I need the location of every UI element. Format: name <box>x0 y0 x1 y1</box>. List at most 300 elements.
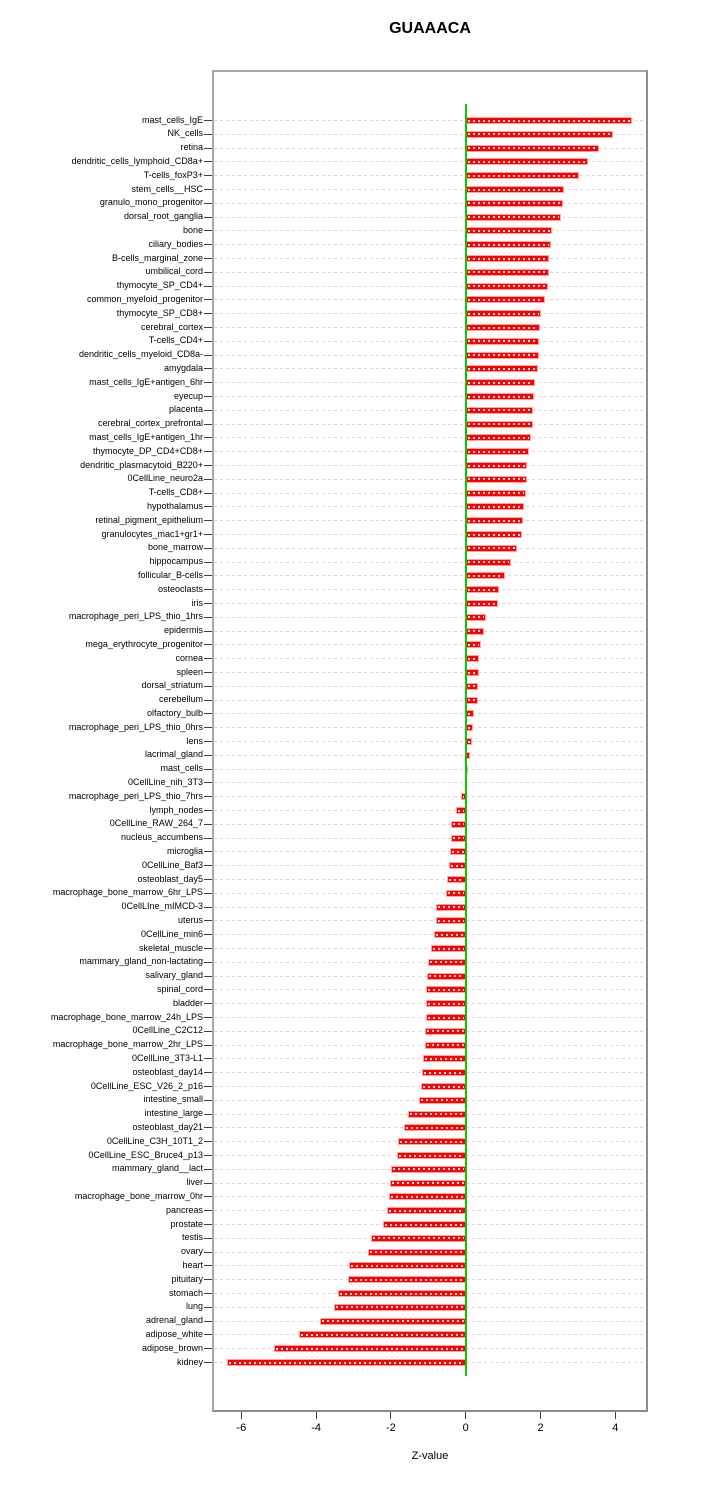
y-tick <box>204 575 212 576</box>
bar-dash-pattern <box>468 589 497 591</box>
x-tick <box>465 1412 466 1419</box>
bar-dash-pattern <box>391 1196 463 1198</box>
bar <box>466 352 539 359</box>
bar-dash-pattern <box>453 823 464 825</box>
category-label: osteoblast_day5 <box>137 873 203 884</box>
category-label: nucleus_accumbens <box>120 832 203 843</box>
bar-dash-pattern <box>229 1362 464 1364</box>
category-label: eyecup <box>173 390 203 401</box>
category-label: macrophage_peri_LPS_thio_0hrs <box>68 721 203 732</box>
y-tick <box>204 879 212 880</box>
gridline <box>214 672 646 673</box>
y-tick <box>204 1238 212 1239</box>
y-tick <box>204 1293 212 1294</box>
bar-dash-pattern <box>351 1265 464 1267</box>
bar-dash-pattern <box>322 1320 464 1322</box>
bar <box>383 1221 466 1228</box>
bar <box>466 683 479 690</box>
y-tick <box>204 1127 212 1128</box>
category-label: mammary_gland__lact <box>111 1163 203 1174</box>
bar <box>466 559 511 566</box>
bar-dash-pattern <box>452 851 464 853</box>
bar <box>450 848 466 855</box>
category-label: ciliary_bodies <box>148 238 203 249</box>
y-tick <box>204 410 212 411</box>
bar-dash-pattern <box>425 1058 464 1060</box>
category-label: heart <box>182 1259 203 1270</box>
y-tick <box>204 893 212 894</box>
gridline <box>214 520 646 521</box>
bar-dash-pattern <box>468 727 471 729</box>
category-label: macrophage_peri_LPS_thio_7hrs <box>68 790 203 801</box>
bar-dash-pattern <box>468 271 547 273</box>
x-tick-label: -4 <box>311 1422 321 1434</box>
category-label: B-cells_marginal_zone <box>111 252 203 263</box>
bar-dash-pattern <box>468 313 540 315</box>
category-label: mast_cells <box>160 763 203 774</box>
bar <box>466 227 552 234</box>
y-tick <box>204 1058 212 1059</box>
bar <box>421 1083 466 1090</box>
category-label: adipose_white <box>145 1328 203 1339</box>
bar <box>338 1290 466 1297</box>
y-tick <box>204 589 212 590</box>
category-label: 0CellLine_RAW_264_7 <box>109 818 203 829</box>
x-tick <box>241 1412 242 1419</box>
bar <box>466 131 613 138</box>
bar <box>466 172 580 179</box>
y-tick <box>204 962 212 963</box>
x-tick <box>615 1412 616 1419</box>
y-tick <box>204 534 212 535</box>
bar-dash-pattern <box>468 520 521 522</box>
bar <box>466 531 522 538</box>
bar-dash-pattern <box>468 603 496 605</box>
bar <box>451 835 466 842</box>
gridline <box>214 782 646 783</box>
category-label: ovary <box>180 1246 203 1257</box>
category-label: common_myeloid_progenitor <box>86 293 203 304</box>
bar-dash-pattern <box>468 368 536 370</box>
gridline <box>214 479 646 480</box>
bar-dash-pattern <box>468 616 485 618</box>
y-tick <box>204 1224 212 1225</box>
bar-dash-pattern <box>449 879 464 881</box>
category-label: adrenal_gland <box>145 1315 203 1326</box>
y-tick <box>204 1100 212 1101</box>
bar <box>466 407 534 414</box>
x-tick-label: 4 <box>612 1422 619 1434</box>
bar-dash-pattern <box>468 133 611 135</box>
bar <box>371 1235 466 1242</box>
bar-dash-pattern <box>468 244 549 246</box>
category-label: T-cells_CD4+ <box>148 335 203 346</box>
bar-dash-pattern <box>427 1030 463 1032</box>
category-label: cerebellum <box>158 694 203 705</box>
category-label: cornea <box>175 652 203 663</box>
bar-dash-pattern <box>424 1072 464 1074</box>
category-label: 0CellLine_3T3-L1 <box>131 1052 203 1063</box>
y-tick <box>204 1114 212 1115</box>
y-tick <box>204 1141 212 1142</box>
y-tick <box>204 713 212 714</box>
bar-dash-pattern <box>468 396 532 398</box>
bar-dash-pattern <box>468 672 477 674</box>
category-label: stomach <box>168 1287 203 1298</box>
bar-dash-pattern <box>468 547 515 549</box>
bar <box>466 586 499 593</box>
category-label: retina <box>180 142 203 153</box>
bar-dash-pattern <box>429 975 464 977</box>
x-tick-label: -6 <box>236 1422 247 1434</box>
y-tick <box>204 948 212 949</box>
bar-dash-pattern <box>468 492 525 494</box>
category-label: spleen <box>176 666 203 677</box>
y-tick <box>204 865 212 866</box>
y-tick <box>204 520 212 521</box>
y-tick <box>204 686 212 687</box>
y-tick <box>204 1086 212 1087</box>
bar-dash-pattern <box>370 1251 464 1253</box>
bar <box>434 931 465 938</box>
gridline <box>214 299 646 300</box>
category-label: liver <box>186 1177 203 1188</box>
bar-dash-pattern <box>421 1099 464 1101</box>
gridline <box>214 700 646 701</box>
category-label: placenta <box>168 404 203 415</box>
category-label: spinal_cord <box>156 983 203 994</box>
bar-dash-pattern <box>438 906 464 908</box>
bar-dash-pattern <box>468 506 522 508</box>
category-label: macrophage_bone_marrow_2hr_LPS <box>52 1039 203 1050</box>
bar <box>466 365 538 372</box>
bar-dash-pattern <box>468 202 562 204</box>
gridline <box>214 824 646 825</box>
y-tick <box>204 727 212 728</box>
bar <box>446 890 466 897</box>
bar <box>466 545 517 552</box>
gridline <box>214 920 646 921</box>
y-tick <box>204 824 212 825</box>
category-label: 0CellLine_C2C12 <box>132 1025 203 1036</box>
y-tick <box>204 203 212 204</box>
bar-dash-pattern <box>468 437 529 439</box>
bar <box>426 1000 466 1007</box>
category-label: dorsal_striatum <box>141 680 203 691</box>
gridline <box>214 410 646 411</box>
bar <box>334 1304 466 1311</box>
bar-dash-pattern <box>468 175 578 177</box>
bar <box>368 1249 466 1256</box>
y-tick <box>204 1252 212 1253</box>
x-tick <box>540 1412 541 1419</box>
y-tick <box>204 1017 212 1018</box>
y-tick <box>204 672 212 673</box>
y-tick <box>204 934 212 935</box>
category-label: pituitary <box>171 1273 203 1284</box>
y-tick <box>204 244 212 245</box>
bar-dash-pattern <box>468 561 509 563</box>
bar-dash-pattern <box>276 1348 464 1350</box>
gridline <box>214 741 646 742</box>
category-label: pancreas <box>165 1204 203 1215</box>
gridline <box>214 396 646 397</box>
bar <box>447 876 466 883</box>
y-tick <box>204 506 212 507</box>
gridline <box>214 879 646 880</box>
bar-dash-pattern <box>468 340 538 342</box>
bar-dash-pattern <box>393 1168 464 1170</box>
bar <box>466 324 541 331</box>
category-label: hippocampus <box>149 556 203 567</box>
gridline <box>214 368 646 369</box>
gridline <box>214 355 646 356</box>
bar <box>466 379 535 386</box>
bar <box>426 986 465 993</box>
category-label: granulocytes_mac1+gr1+ <box>101 528 203 539</box>
bar-dash-pattern <box>468 465 525 467</box>
bar-dash-pattern <box>373 1237 464 1239</box>
category-label: epidermis <box>163 625 203 636</box>
bar <box>466 145 600 152</box>
y-tick <box>204 230 212 231</box>
gridline <box>214 686 646 687</box>
y-tick <box>204 1210 212 1211</box>
bar <box>390 1180 466 1187</box>
bar <box>466 200 564 207</box>
y-tick <box>204 1183 212 1184</box>
category-label: 0CellLIne_mIMCD-3 <box>121 901 203 912</box>
gridline <box>214 203 646 204</box>
x-axis-label: Z-value <box>411 1450 449 1462</box>
gridline <box>214 327 646 328</box>
bar <box>466 338 540 345</box>
bar-dash-pattern <box>468 216 559 218</box>
y-tick <box>204 1334 212 1335</box>
category-label: T-cells_foxP3+ <box>143 169 203 180</box>
bar-dash-pattern <box>468 658 477 660</box>
gridline <box>214 713 646 714</box>
y-tick <box>204 327 212 328</box>
bar <box>449 862 465 869</box>
bar <box>466 572 505 579</box>
y-tick <box>204 175 212 176</box>
gridline <box>214 575 646 576</box>
y-tick <box>204 1031 212 1032</box>
bar <box>408 1111 465 1118</box>
y-tick <box>204 382 212 383</box>
bar-dash-pattern <box>468 575 503 577</box>
y-tick <box>204 424 212 425</box>
y-tick <box>204 658 212 659</box>
category-label: salivary_gland <box>145 970 203 981</box>
bar <box>466 214 561 221</box>
category-label: uterus <box>177 914 203 925</box>
bar <box>466 393 534 400</box>
category-label: intestine_large <box>144 1108 203 1119</box>
category-label: bone_marrow <box>147 542 203 553</box>
y-tick <box>204 217 212 218</box>
gridline <box>214 437 646 438</box>
category-label: T-cells_CD8+ <box>148 487 203 498</box>
bar <box>466 158 588 165</box>
y-tick <box>204 631 212 632</box>
bar-dash-pattern <box>468 713 472 715</box>
bar-dash-pattern <box>468 685 477 687</box>
bar <box>227 1359 466 1366</box>
y-tick <box>204 355 212 356</box>
gridline <box>214 217 646 218</box>
y-tick <box>204 493 212 494</box>
bar-dash-pattern <box>301 1334 464 1336</box>
bar <box>426 1014 466 1021</box>
bar <box>466 724 473 731</box>
bar-dash-pattern <box>468 382 533 384</box>
category-label: umbilical_cord <box>145 266 203 277</box>
bar <box>466 669 479 676</box>
category-label: kidney <box>176 1356 203 1367</box>
x-tick-label: -2 <box>386 1422 396 1434</box>
category-label: thymocyte_DP_CD4+CD8+ <box>92 445 203 456</box>
y-tick <box>204 1169 212 1170</box>
bar-dash-pattern <box>399 1155 463 1157</box>
category-label: testis <box>181 1232 203 1243</box>
bar <box>425 1028 465 1035</box>
y-tick <box>204 976 212 977</box>
y-tick <box>204 810 212 811</box>
bar-dash-pattern <box>410 1113 463 1115</box>
bar-dash-pattern <box>468 534 520 536</box>
gridline <box>214 341 646 342</box>
bar-dash-pattern <box>350 1279 463 1281</box>
bar-dash-pattern <box>428 989 463 991</box>
category-label: amygdala <box>163 362 203 373</box>
bar <box>387 1207 466 1214</box>
category-label: mast_cells_IgE+antigen_6hr <box>89 376 203 387</box>
bar <box>299 1331 466 1338</box>
bar-dash-pattern <box>468 644 479 646</box>
bar <box>349 1262 466 1269</box>
bar-dash-pattern <box>453 837 464 839</box>
gridline <box>214 796 646 797</box>
y-tick <box>204 1155 212 1156</box>
gridline <box>214 189 646 190</box>
y-tick <box>204 989 212 990</box>
bar <box>428 959 466 966</box>
bar-dash-pattern <box>458 810 464 812</box>
bar-dash-pattern <box>468 699 476 701</box>
zero-line <box>465 104 467 1376</box>
gridline <box>214 562 646 563</box>
bar-dash-pattern <box>400 1141 464 1143</box>
category-label: osteoblast_day21 <box>132 1121 203 1132</box>
y-tick <box>204 313 212 314</box>
category-label: prostate <box>170 1218 203 1229</box>
category-label: 0CellLine_ESC_V26_2_p16 <box>90 1080 203 1091</box>
gridline <box>214 313 646 314</box>
bar <box>466 517 523 524</box>
bar <box>398 1138 466 1145</box>
bar-dash-pattern <box>423 1086 464 1088</box>
x-tick <box>390 1412 391 1419</box>
bar <box>466 710 474 717</box>
bar <box>466 503 524 510</box>
y-tick <box>204 479 212 480</box>
gridline <box>214 534 646 535</box>
bar-dash-pattern <box>468 258 548 260</box>
gridline <box>214 617 646 618</box>
y-tick <box>204 796 212 797</box>
category-label: bone <box>182 224 203 235</box>
gridline <box>214 175 646 176</box>
bar-dash-pattern <box>468 299 543 301</box>
y-tick <box>204 920 212 921</box>
bar-dash-pattern <box>433 948 464 950</box>
category-label: macrophage_bone_marrow_6hr_LPS <box>52 887 203 898</box>
bar-dash-pattern <box>436 934 463 936</box>
category-label: 0CellLine_min6 <box>140 928 203 939</box>
category-label: hypothalamus <box>146 500 203 511</box>
bar <box>397 1152 465 1159</box>
bar <box>274 1345 466 1352</box>
category-label: mega_erythrocyte_progenitor <box>85 638 203 649</box>
x-tick-label: 0 <box>462 1422 469 1434</box>
y-tick <box>204 272 212 273</box>
y-tick <box>204 1072 212 1073</box>
bar <box>466 117 632 124</box>
gridline <box>214 493 646 494</box>
bar <box>466 600 498 607</box>
category-label: macrophage_bone_marrow_0hr <box>74 1190 203 1201</box>
bar <box>466 476 527 483</box>
bar <box>466 697 478 704</box>
bar <box>466 269 549 276</box>
y-tick <box>204 258 212 259</box>
category-label: osteoclasts <box>157 583 203 594</box>
y-tick <box>204 907 212 908</box>
bar-dash-pattern <box>468 741 471 743</box>
gridline <box>214 907 646 908</box>
bar <box>466 421 533 428</box>
y-tick <box>204 1348 212 1349</box>
bar <box>436 904 466 911</box>
y-tick <box>204 644 212 645</box>
bar-dash-pattern <box>468 451 528 453</box>
x-tick-label: 2 <box>537 1422 544 1434</box>
y-tick <box>204 396 212 397</box>
gridline <box>214 727 646 728</box>
y-tick <box>204 741 212 742</box>
y-tick <box>204 769 212 770</box>
gridline <box>214 838 646 839</box>
bar-dash-pattern <box>430 961 464 963</box>
gridline <box>214 658 646 659</box>
gridline <box>214 893 646 894</box>
category-label: intestine_small <box>143 1094 203 1105</box>
category-label: mast_cells_IgE <box>141 114 203 125</box>
bar-dash-pattern <box>428 1017 464 1019</box>
bar-dash-pattern <box>468 478 525 480</box>
bar-dash-pattern <box>451 865 463 867</box>
category-label: thymocyte_SP_CD4+ <box>116 280 203 291</box>
bar-dash-pattern <box>448 892 464 894</box>
y-tick <box>204 1003 212 1004</box>
bar <box>466 310 542 317</box>
bar-dash-pattern <box>468 327 539 329</box>
category-label: mast_cells_IgE+antigen_1hr <box>89 431 203 442</box>
gridline <box>214 230 646 231</box>
gridline <box>214 589 646 590</box>
